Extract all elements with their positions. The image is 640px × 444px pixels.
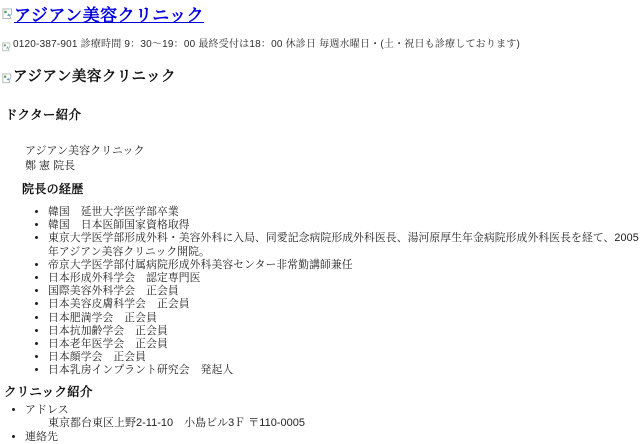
broken-image-icon — [2, 7, 13, 25]
clinic-contact-label: 連絡先 — [25, 430, 58, 443]
clinic-address-label: アドレス — [25, 403, 69, 416]
career-item: • 帝京大学医学部付属病院形成外科美容センター非常勤講師兼任 — [48, 259, 640, 272]
career-item: • 韓国 日本医師国家資格取得 — [48, 219, 640, 232]
broken-image-icon — [2, 39, 11, 57]
career-item: • 韓国 延世大学医学部卒業 — [48, 206, 640, 219]
broken-image-icon — [2, 71, 12, 89]
site-heading: アジアン美容クリニック — [13, 69, 176, 85]
career-item: • 日本美容皮膚科学会 正会員 — [48, 298, 640, 311]
site-title-row — [2, 6, 640, 26]
clinic-info-list — [0, 404, 640, 444]
career-item: • 日本抗加齢学会 正会員 — [48, 325, 640, 338]
career-heading: 院長の経歴 — [22, 182, 84, 196]
career-item: • 日本老年医学会 正会員 — [48, 338, 640, 351]
site-heading-row — [2, 69, 640, 89]
clinic-contact-item — [25, 431, 640, 444]
career-item: • 国際美容外科学会 正会員 — [48, 285, 640, 298]
career-item: • 日本肥満学会 正会員 — [48, 312, 640, 325]
phone-and-hours-text: 0120-387-901 診療時間 9：30～19：00 最終受付は18：00 休診日 毎週水曜日・(土・祝日も診療しております) — [13, 39, 521, 50]
doctor-section-heading: ドクター紹介 — [5, 108, 82, 122]
doctor-clinic-name: アジアン美容クリニック — [25, 145, 145, 157]
clinic-address-detail: 東京都台東区上野2-11-10 小島ビル3Ｆ 〒110-0005 — [48, 417, 305, 430]
career-list — [0, 206, 640, 378]
career-item: • 日本顔学会 正会員 — [48, 351, 640, 364]
clinic-info-row — [2, 39, 640, 57]
career-item: • 日本乳房インプラント研究会 発起人 — [48, 364, 640, 377]
site-title-link[interactable]: アジアン美容クリニック — [14, 6, 205, 25]
clinic-address-item — [25, 404, 640, 431]
career-item: • 日本形成外科学会 認定専門医 — [48, 272, 640, 285]
career-item: • 東京大学医学部形成外科・美容外科に入局、同愛記念病院形成外科医長、湯河原厚生年金病院形成外科医長を経て、2005年アジアン美容クリニック開院。 — [48, 232, 640, 258]
clinic-section-heading: クリニック紹介 — [4, 384, 93, 399]
director-name: 鄭 憲 院長 — [25, 159, 76, 172]
doctor-intro-block — [25, 144, 640, 173]
